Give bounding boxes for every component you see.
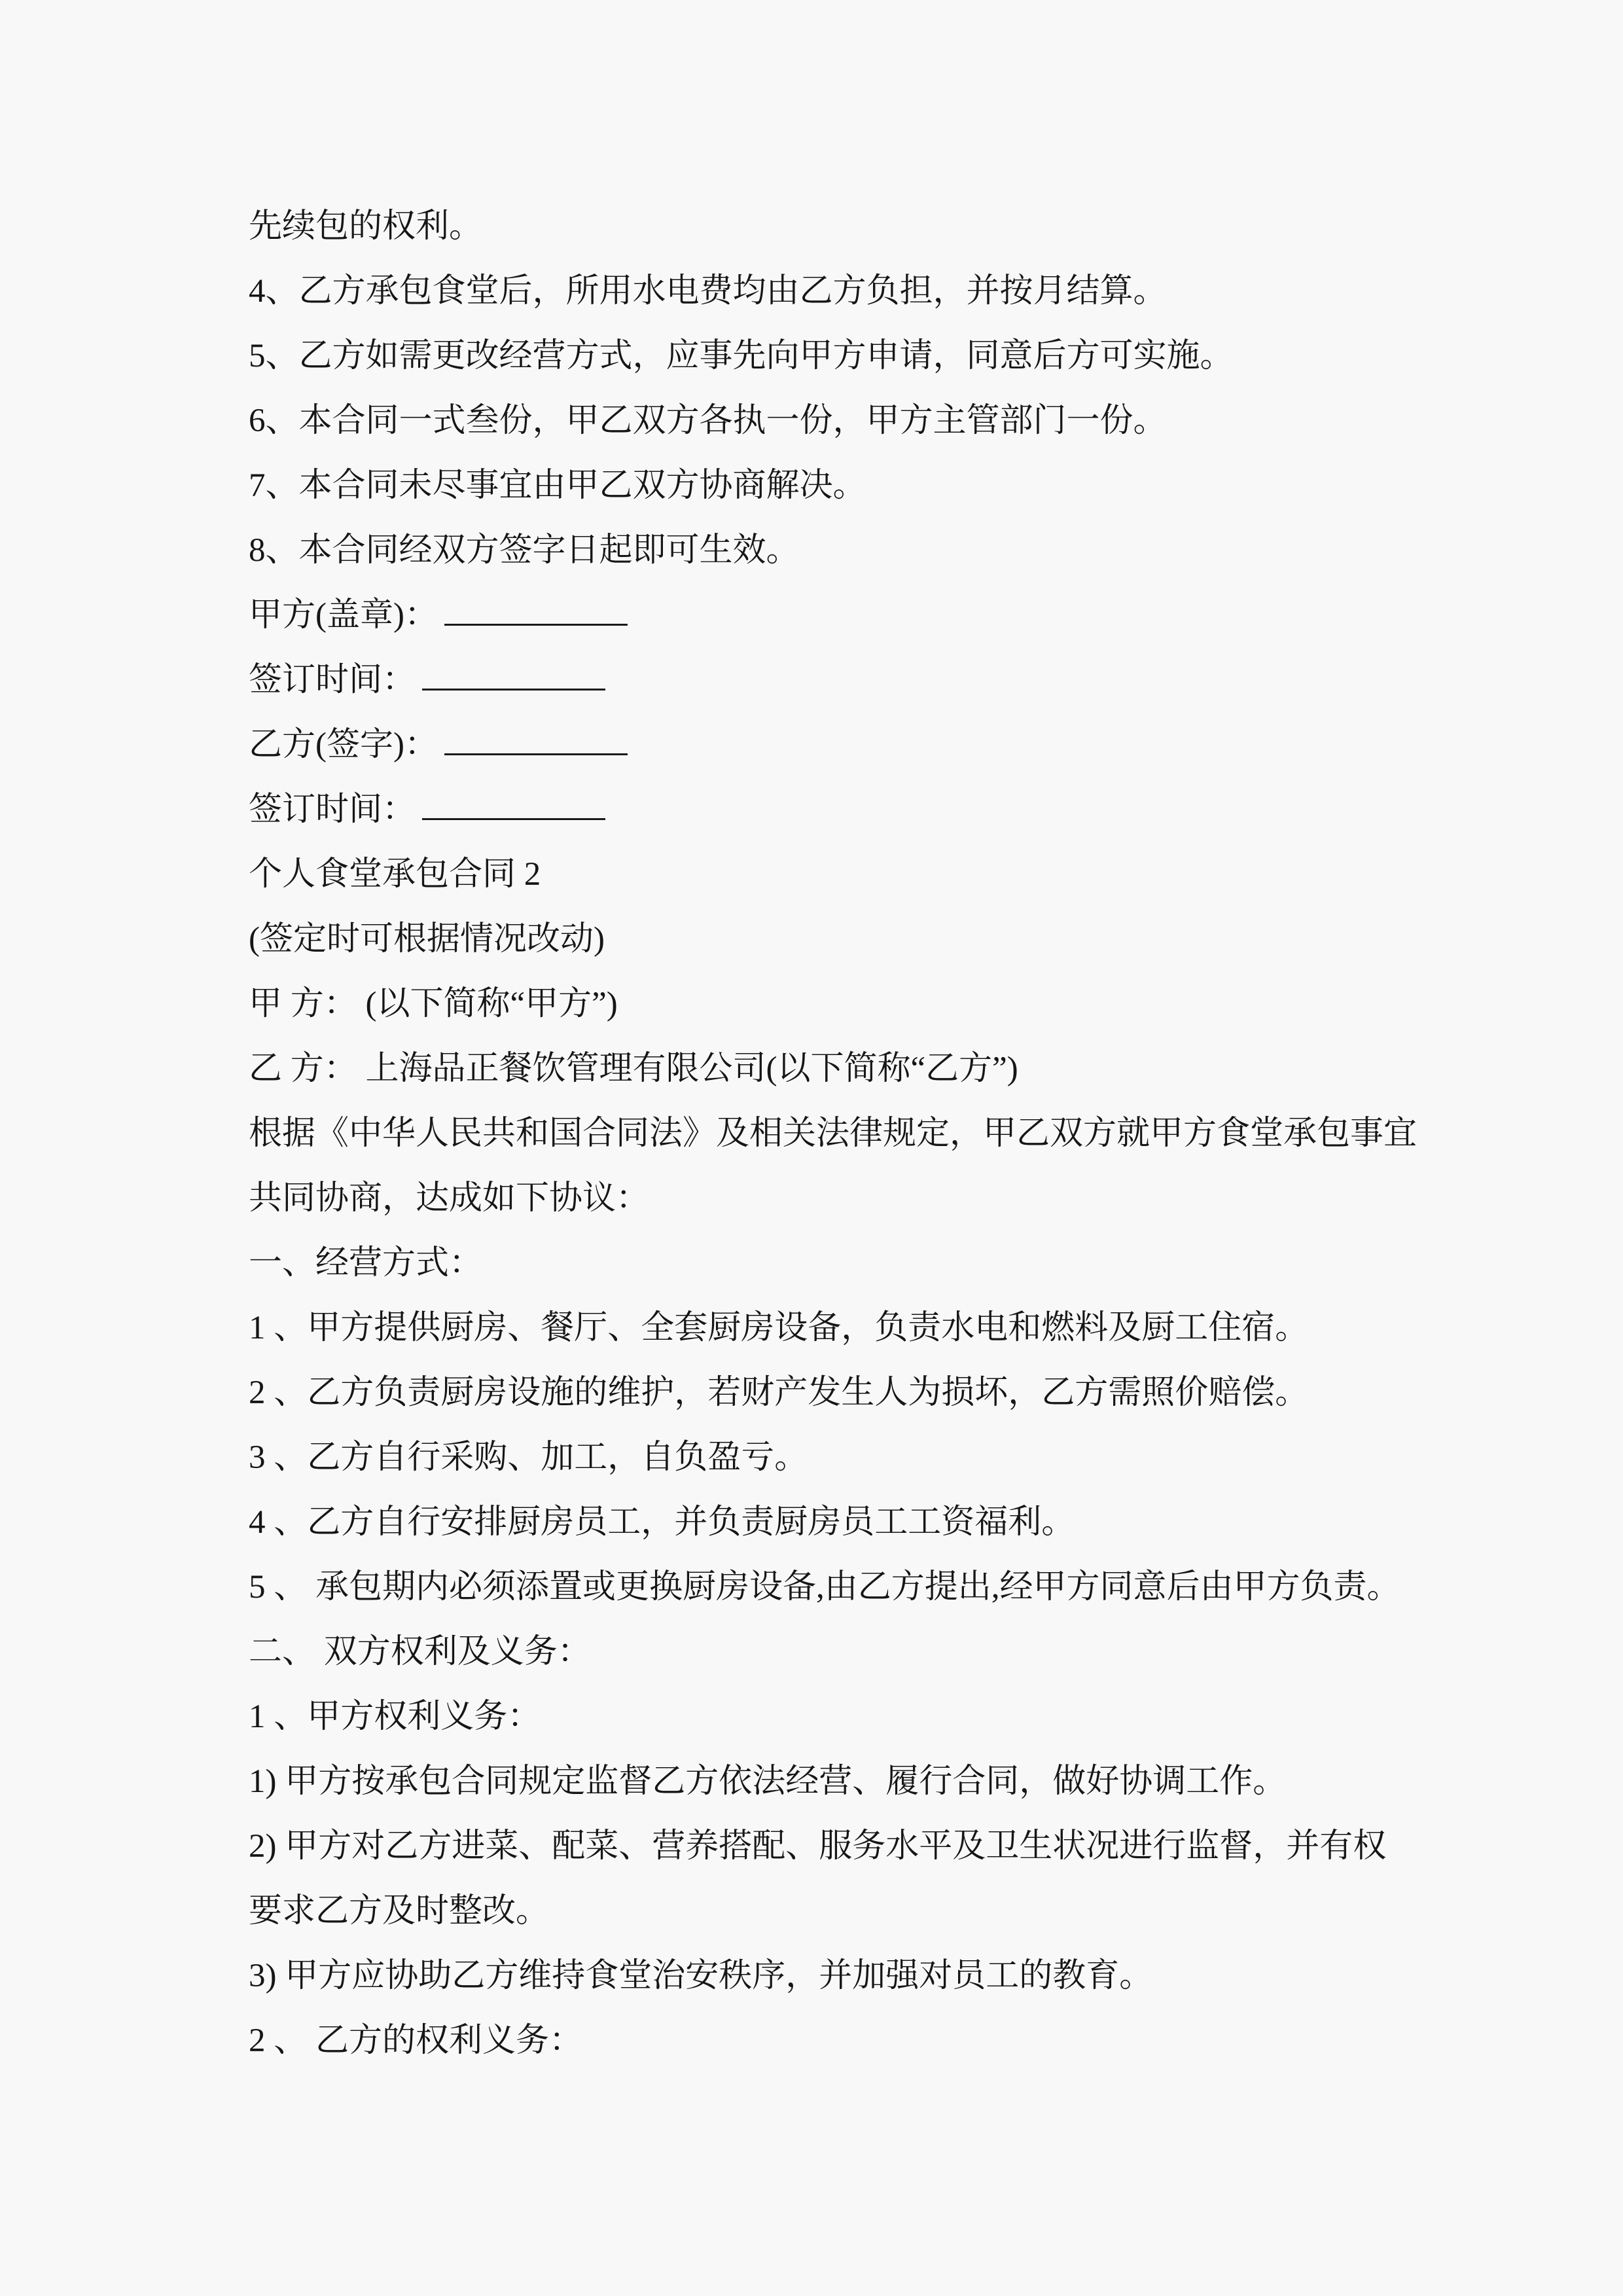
line-text: 7、本合同未尽事宜由甲乙双方协商解决。 <box>249 467 866 504</box>
line-text: 乙 方： 上海品正餐饮管理有限公司(以下简称“乙方”) <box>249 1050 1018 1087</box>
text-line <box>249 259 1407 324</box>
line-text: 1 、甲方提供厨房、餐厅、全套厨房设备，负责水电和燃料及厨工住宿。 <box>249 1310 1309 1346</box>
line-text: 个人食堂承包合同 2 <box>249 856 541 893</box>
text-line <box>249 1231 1407 1296</box>
text-line <box>249 2009 1407 2073</box>
text-line <box>249 1037 1407 1102</box>
signature-line <box>249 648 1407 713</box>
line-text: 甲 方： (以下简称“甲方”) <box>249 986 618 1022</box>
line-text: 1) 甲方按承包合同规定监督乙方依法经营、履行合同，做好协调工作。 <box>249 1763 1287 1800</box>
text-line <box>249 454 1407 518</box>
line-text: (签定时可根据情况改动) <box>249 921 605 958</box>
line-text: 4 、乙方自行安排厨房员工，并负责厨房员工工资福利。 <box>249 1504 1075 1541</box>
text-line <box>249 1944 1407 2009</box>
text-line <box>249 1555 1407 1620</box>
text-line <box>249 1166 1407 1231</box>
signature-blank <box>422 809 605 820</box>
text-line <box>249 324 1407 389</box>
text-line <box>249 907 1407 972</box>
line-text: 2) 甲方对乙方进菜、配菜、营养搭配、服务水平及卫生状况进行监督，并有权 <box>249 1828 1387 1865</box>
line-text: 1 、甲方权利义务： <box>249 1698 541 1735</box>
line-text: 8、本合同经双方签字日起即可生效。 <box>249 532 800 569</box>
line-text: 5、乙方如需更改经营方式，应事先向甲方申请，同意后方可实施。 <box>249 338 1234 374</box>
signature-line <box>249 583 1407 648</box>
signature-blank <box>444 744 628 755</box>
text-line <box>249 1361 1407 1426</box>
text-line <box>249 1685 1407 1749</box>
line-text: 3) 甲方应协助乙方维持食堂治安秩序，并加强对员工的教育。 <box>249 1958 1153 1994</box>
document-body <box>249 194 1418 2073</box>
signature-blank <box>422 679 605 691</box>
text-line <box>249 842 1407 907</box>
line-text: 2 、乙方负责厨房设施的维护，若财产发生人为损坏，乙方需照价赔偿。 <box>249 1374 1309 1411</box>
signature-line <box>249 713 1407 778</box>
line-text: 共同协商，达成如下协议： <box>249 1180 650 1217</box>
line-text: 签订时间： <box>249 791 416 828</box>
line-text: 甲方(盖章)： <box>249 597 438 634</box>
text-line <box>249 1814 1407 1879</box>
text-line <box>249 194 1407 259</box>
signature-blank <box>444 615 628 626</box>
line-text: 乙方(签字)： <box>249 726 438 763</box>
line-text: 先续包的权利。 <box>249 208 483 245</box>
line-text: 一、经营方式： <box>249 1245 483 1282</box>
line-text: 要求乙方及时整改。 <box>249 1893 550 1929</box>
line-text: 根据《中华人民共和国合同法》及相关法律规定，甲乙双方就甲方食堂承包事宜 <box>249 1115 1418 1152</box>
line-text: 6、本合同一式叁份，甲乙双方各执一份，甲方主管部门一份。 <box>249 403 1167 439</box>
line-text: 5 、 承包期内必须添置或更换厨房设备,由乙方提出,经甲方同意后由甲方负责。 <box>249 1569 1400 1605</box>
text-line <box>249 1490 1407 1555</box>
line-text: 4、乙方承包食堂后，所用水电费均由乙方负担，并按月结算。 <box>249 273 1167 310</box>
line-text: 2 、 乙方的权利义务： <box>249 2022 583 2059</box>
line-text: 3 、乙方自行采购、加工，自负盈亏。 <box>249 1439 808 1476</box>
text-line <box>249 518 1407 583</box>
text-line <box>249 1296 1407 1361</box>
signature-line <box>249 778 1407 842</box>
text-line <box>249 1749 1407 1814</box>
text-line <box>249 1102 1418 1166</box>
text-line <box>249 1620 1407 1685</box>
text-line <box>249 1426 1407 1490</box>
text-line <box>249 389 1407 454</box>
text-line <box>249 972 1407 1037</box>
text-line <box>249 1879 1407 1944</box>
line-text: 签订时间： <box>249 662 416 698</box>
line-text: 二、 双方权利及义务： <box>249 1634 591 1670</box>
